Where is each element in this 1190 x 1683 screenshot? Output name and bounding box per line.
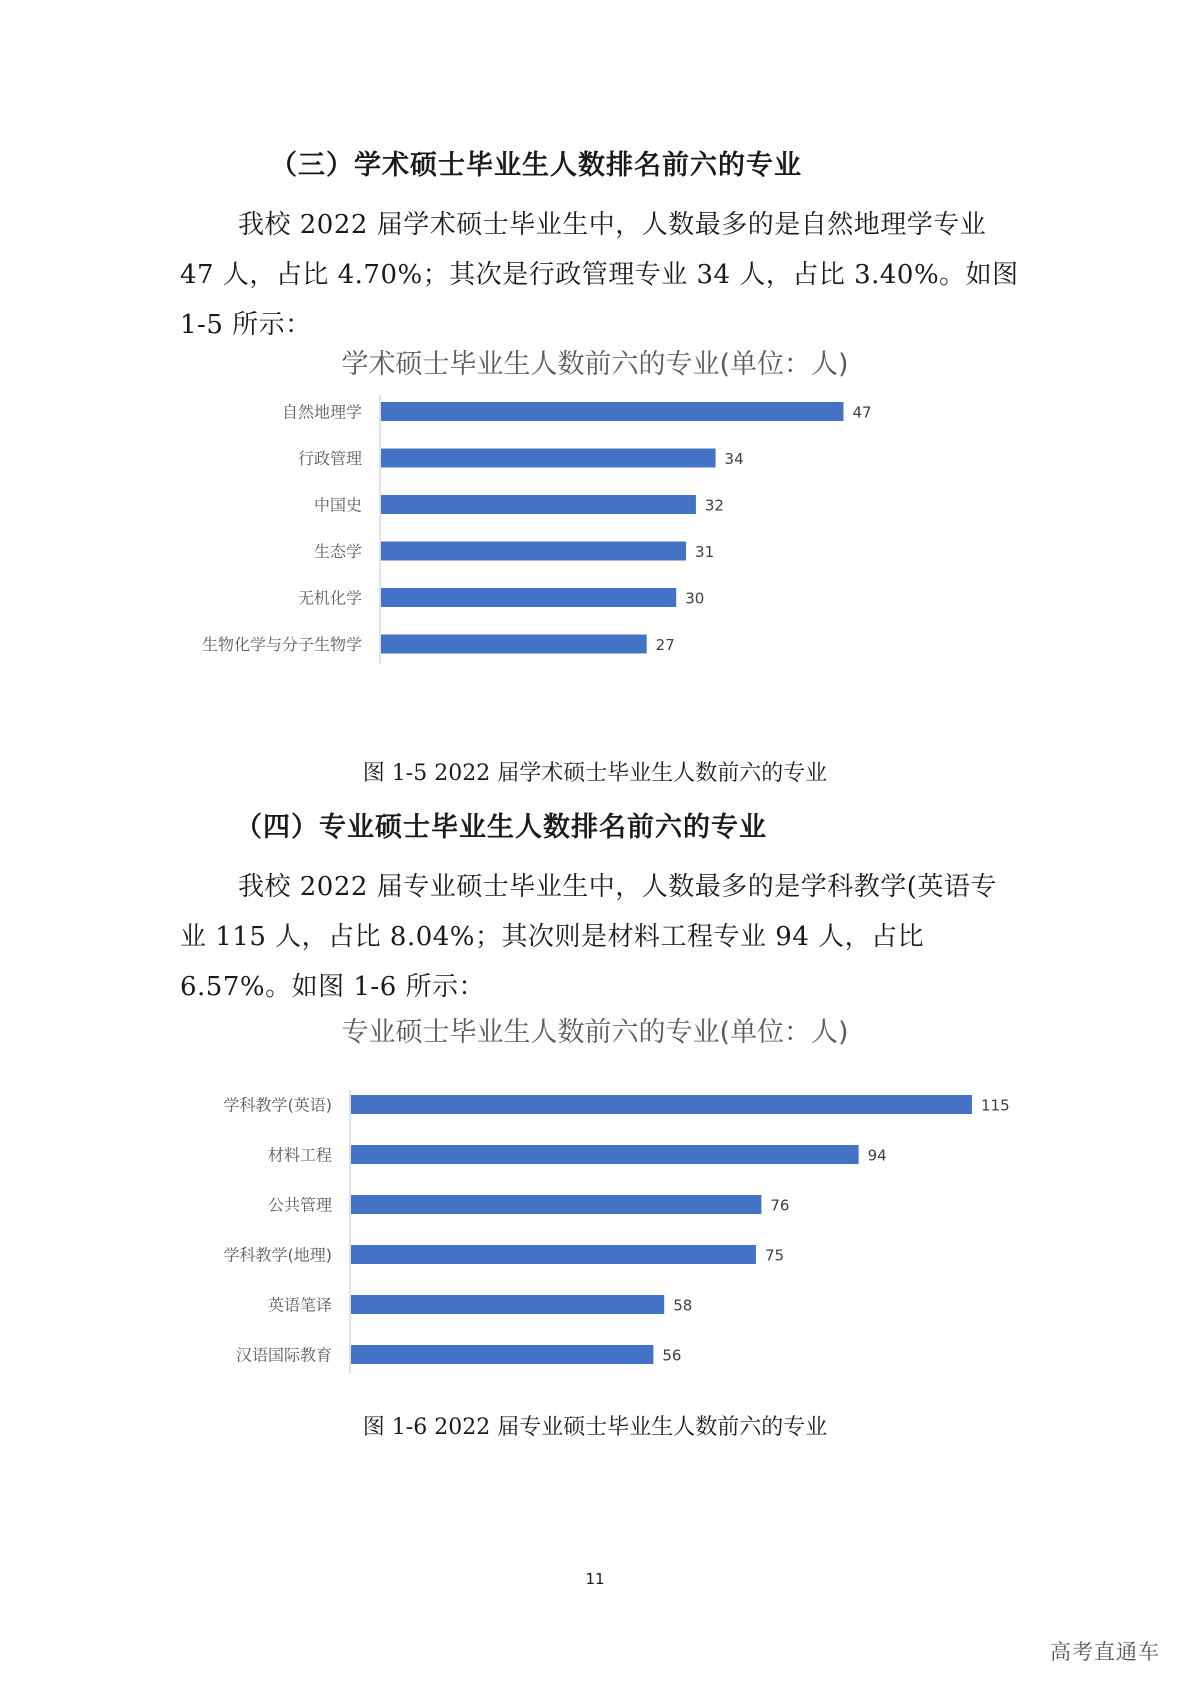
bar bbox=[381, 588, 676, 607]
data-label: 32 bbox=[704, 496, 724, 515]
category-label: 无机化学 bbox=[297, 588, 362, 608]
bar bbox=[351, 1245, 756, 1264]
data-label: 76 bbox=[770, 1196, 790, 1215]
data-label: 47 bbox=[852, 403, 872, 422]
bar bbox=[381, 449, 716, 468]
bar bbox=[381, 402, 843, 421]
paragraph-academic: 我校 2022 届学术硕士毕业生中，人数最多的是自然地理学专业 47 人，占比 4.70%；其次是行政管理专业 34 人，占比 3.40%。如图 1-5 所示： bbox=[180, 210, 1019, 340]
watermark: 高考直通车 bbox=[1050, 1640, 1160, 1664]
bar bbox=[381, 542, 686, 561]
bar bbox=[351, 1345, 653, 1364]
bar bbox=[351, 1295, 664, 1314]
category-label: 汉语国际教育 bbox=[235, 1345, 332, 1365]
category-label: 学科教学(地理) bbox=[223, 1245, 332, 1265]
chart-academic-majors bbox=[0, 395, 1190, 715]
bar bbox=[351, 1195, 761, 1214]
category-label: 材料工程 bbox=[267, 1145, 332, 1165]
category-label: 生态学 bbox=[313, 542, 362, 561]
bar bbox=[351, 1145, 859, 1164]
section-heading-professional: （四）专业硕士毕业生人数排名前六的专业 bbox=[235, 812, 767, 843]
category-label: 生物化学与分子生物学 bbox=[201, 635, 362, 654]
bar bbox=[351, 1095, 972, 1114]
bar bbox=[381, 495, 696, 514]
category-label: 公共管理 bbox=[267, 1195, 332, 1215]
section-heading-academic: （三）学术硕士毕业生人数排名前六的专业 bbox=[270, 150, 802, 181]
data-label: 58 bbox=[673, 1296, 693, 1315]
data-label: 75 bbox=[765, 1246, 785, 1265]
category-label: 中国史 bbox=[313, 495, 362, 515]
paragraph-professional: 我校 2022 届专业硕士毕业生中，人数最多的是学科教学(英语专业 115 人，占比 8.04%；其次则是材料工程专业 94 人，占比 6.57%。如图 1-6 所示： bbox=[180, 872, 997, 1002]
data-label: 94 bbox=[867, 1146, 887, 1165]
category-label: 行政管理 bbox=[297, 449, 362, 468]
page-number: 11 bbox=[585, 1570, 605, 1588]
bar bbox=[381, 635, 647, 654]
chart-title-academic: 学术硕士毕业生人数前六的专业(单位：人) bbox=[341, 349, 849, 380]
figure-caption-professional: 图 1-6 2022 届专业硕士毕业生人数前六的专业 bbox=[362, 1415, 828, 1440]
data-label: 34 bbox=[724, 450, 744, 468]
category-label: 自然地理学 bbox=[281, 402, 362, 422]
chart-professional-majors bbox=[0, 1090, 1190, 1410]
figure-caption-academic: 图 1-5 2022 届学术硕士毕业生人数前六的专业 bbox=[362, 761, 828, 786]
data-label: 115 bbox=[981, 1096, 1010, 1115]
data-label: 30 bbox=[685, 589, 705, 608]
category-label: 学科教学(英语) bbox=[223, 1095, 332, 1115]
chart-title-professional: 专业硕士毕业生人数前六的专业(单位：人) bbox=[341, 1017, 849, 1048]
data-label: 27 bbox=[655, 636, 675, 654]
category-label: 英语笔译 bbox=[267, 1295, 332, 1315]
data-label: 56 bbox=[662, 1346, 682, 1365]
data-label: 31 bbox=[695, 543, 715, 561]
